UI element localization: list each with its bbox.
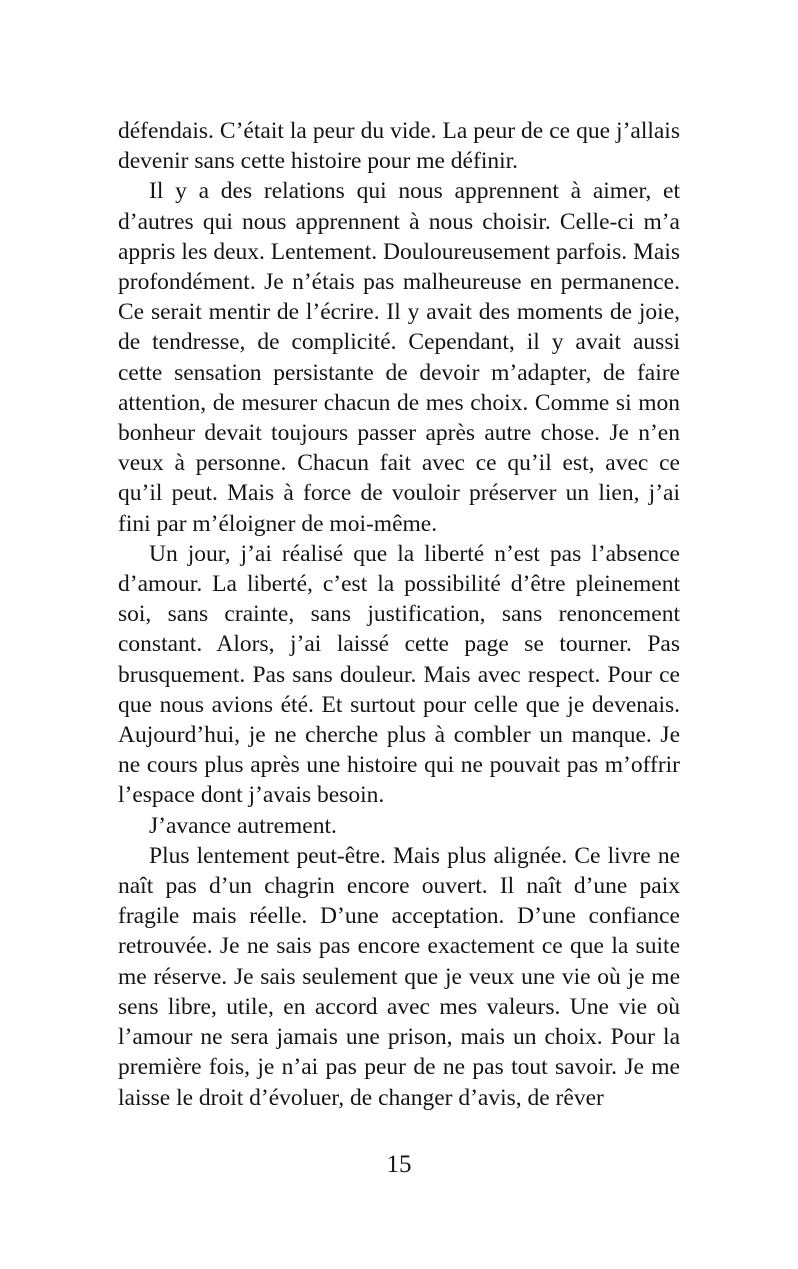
paragraph-relations: Il y a des relations qui nous apprennent à aimer, et d’autres qui nous apprennent à nous choisir. Celle-ci m’a appris les deux. Lentement. Douloureusement parfois. Mais profondément. Je n’étais pas malheureuse en permanence. Ce serait mentir de l’écrire. Il y avait des moments de joie, de tendresse, de complicité. Cependant, il y avait aussi cette sensation persistante de devoir m’adapter, de faire attention, de mesurer chacun de mes choix. Comme si mon bonheur devait toujours passer après autre chose. Je n’en veux à personne. Chacun fait avec ce qu’il est, avec ce qu’il peut. Mais à force de vouloir préserver un lien, j’ai fini par m’éloigner de moi-même. xyxy=(118,178,680,537)
body-text xyxy=(118,116,680,1113)
paragraph-liberte: Un jour, j’ai réalisé que la liberté n’est pas l’absence d’amour. La liberté, c’est la possibilité d’être pleinement soi, sans crainte, sans justification, sans renoncement constant. Alors, j’ai laissé cette page se tourner. Pas brusquement. Pas sans douleur. Mais avec respect. Pour ce que nous avions été. Et surtout pour celle que je devenais. Aujourd’hui, je ne cherche plus à combler un manque. Je ne cours plus après une histoire qui ne pouvait pas m’offrir l’espace dont j’avais besoin. xyxy=(118,540,680,809)
paragraph-alignee: Plus lentement peut-être. Mais plus alignée. Ce livre ne naît pas d’un chagrin encore ouvert. Il naît d’une paix fragile mais réelle. D’une acceptation. D’une confiance retrouvée. Je ne sais pas encore exactement ce que la suite me réserve. Je sais seulement que je veux une vie où je me sens libre, utile, en accord avec mes valeurs. Une vie où l’amour ne sera jamais une prison, mais un choix. Pour la première fois, je n’ai pas peur de ne pas tout savoir. Je me laisse le droit d’évoluer, de changer d’avis, de rêver xyxy=(118,842,680,1111)
paragraph-avance: J’avance autrement. xyxy=(149,812,337,839)
paragraph-continuation: défendais. C’était la peur du vide. La peur de ce que j’allais devenir sans cette histoire pour me définir. xyxy=(118,118,680,175)
page-number: 15 xyxy=(386,1151,412,1178)
